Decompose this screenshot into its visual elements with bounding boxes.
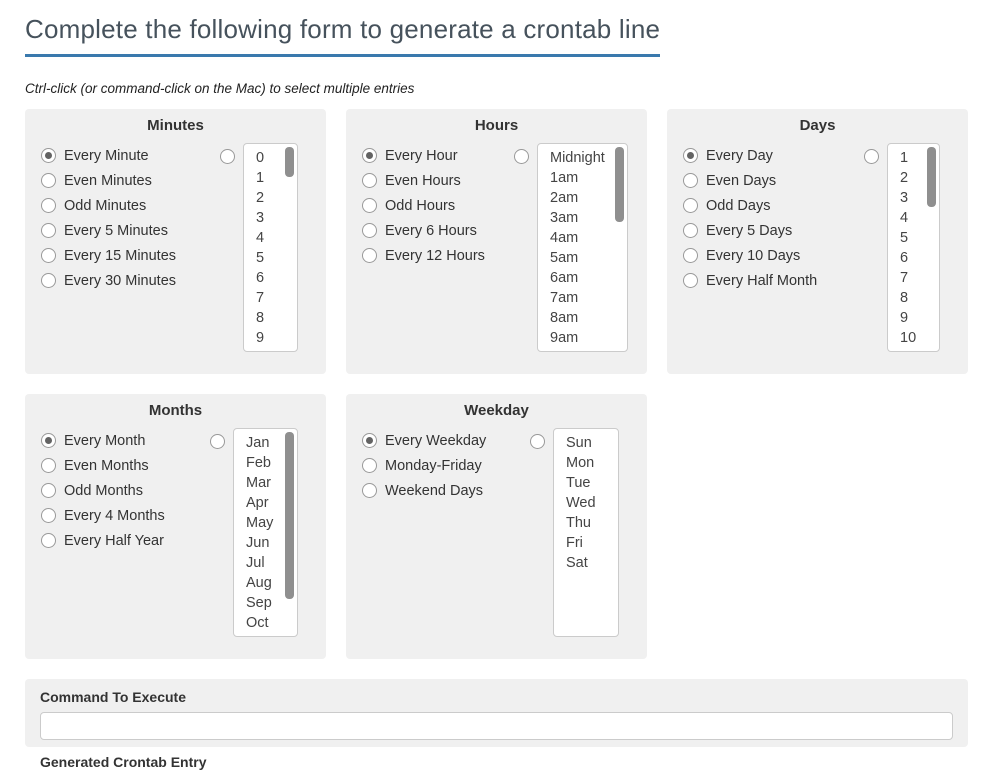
radio-option-label: Even Minutes: [64, 172, 152, 189]
list-option[interactable]: Jul: [246, 555, 265, 571]
list-option[interactable]: 0: [256, 150, 265, 166]
list-option[interactable]: 4am: [550, 230, 579, 246]
multi-select-listbox[interactable]: [887, 143, 940, 352]
radio-option-days[interactable]: [683, 218, 817, 243]
radio-selected-icon[interactable]: [362, 148, 377, 163]
command-panel: [25, 679, 968, 747]
custom-values-radio[interactable]: [530, 434, 545, 449]
radio-group: [683, 143, 817, 352]
list-option[interactable]: Mon: [566, 455, 595, 471]
radio-option-label: Even Months: [64, 457, 149, 474]
list-option[interactable]: 7: [256, 290, 265, 306]
radio-icon[interactable]: [41, 508, 56, 523]
list-option[interactable]: 2am: [550, 190, 579, 206]
list-option[interactable]: Sun: [566, 435, 592, 451]
list-option[interactable]: 9: [900, 310, 909, 326]
radio-option-months[interactable]: [41, 453, 165, 478]
radio-icon[interactable]: [41, 458, 56, 473]
list-option[interactable]: 8: [256, 310, 265, 326]
list-option[interactable]: 7am: [550, 290, 579, 306]
panel-months: [25, 394, 326, 659]
radio-selected-icon[interactable]: [683, 148, 698, 163]
radio-icon[interactable]: [683, 223, 698, 238]
radio-option-label: Every 4 Months: [64, 507, 165, 524]
list-option[interactable]: Jan: [246, 435, 270, 451]
radio-option-label: Every Hour: [385, 147, 458, 164]
radio-option-label: Odd Days: [706, 197, 771, 214]
radio-option-days[interactable]: [683, 268, 817, 293]
radio-icon[interactable]: [683, 248, 698, 263]
scrollbar-thumb[interactable]: [615, 147, 624, 222]
list-option[interactable]: 4: [900, 210, 909, 226]
panel-hours: [346, 109, 647, 374]
radio-group: [41, 428, 165, 637]
list-option[interactable]: 4: [256, 230, 265, 246]
custom-values-radio[interactable]: [864, 149, 879, 164]
radio-icon[interactable]: [362, 483, 377, 498]
list-option[interactable]: Mar: [246, 475, 271, 491]
multi-select-listbox[interactable]: [553, 428, 619, 637]
radio-option-label: Every Month: [64, 432, 146, 449]
radio-option-label: Weekend Days: [385, 482, 484, 499]
radio-icon[interactable]: [41, 533, 56, 548]
radio-option-label: Even Hours: [385, 172, 461, 189]
list-option[interactable]: Sat: [566, 555, 588, 571]
radio-option-months[interactable]: [41, 428, 165, 453]
list-option[interactable]: Feb: [246, 455, 271, 471]
radio-group: [41, 143, 176, 352]
radio-option-hours[interactable]: [362, 143, 485, 168]
list-option[interactable]: 6: [900, 250, 909, 266]
list-option[interactable]: 6am: [550, 270, 579, 286]
radio-group: [362, 428, 486, 637]
command-label: Command To Execute: [40, 689, 186, 705]
radio-icon[interactable]: [41, 173, 56, 188]
radio-option-label: Every 10 Days: [706, 247, 801, 264]
radio-option-label: Every Weekday: [385, 432, 487, 449]
list-option[interactable]: 9: [256, 330, 265, 346]
panel-title: Minutes: [147, 117, 204, 134]
custom-values-radio[interactable]: [210, 434, 225, 449]
list-option[interactable]: 10: [900, 330, 917, 346]
radio-icon[interactable]: [41, 198, 56, 213]
radio-option-label: Every Minute: [64, 147, 149, 164]
command-input[interactable]: [40, 712, 953, 740]
list-option[interactable]: 9am: [550, 330, 579, 346]
radio-icon[interactable]: [41, 248, 56, 263]
radio-option-label: Every 5 Days: [706, 222, 793, 239]
radio-icon[interactable]: [41, 483, 56, 498]
list-option[interactable]: 3: [900, 190, 909, 206]
radio-option-weekday[interactable]: [362, 478, 486, 503]
radio-icon[interactable]: [41, 273, 56, 288]
list-option[interactable]: Jun: [246, 535, 270, 551]
list-option[interactable]: May: [246, 515, 274, 531]
list-option[interactable]: 2: [256, 190, 265, 206]
radio-option-label: Odd Months: [64, 482, 143, 499]
list-option[interactable]: 1: [256, 170, 265, 186]
radio-option-minutes[interactable]: [41, 218, 176, 243]
radio-option-minutes[interactable]: [41, 243, 176, 268]
radio-option-label: Every 5 Minutes: [64, 222, 168, 239]
radio-option-hours[interactable]: [362, 218, 485, 243]
custom-values-radio[interactable]: [220, 149, 235, 164]
list-option[interactable]: Fri: [566, 535, 583, 551]
radio-option-hours[interactable]: [362, 243, 485, 268]
radio-selected-icon[interactable]: [41, 433, 56, 448]
radio-option-days[interactable]: [683, 143, 817, 168]
multi-select-hint: Ctrl-click (or command-click on the Mac) to select multiple entries: [25, 81, 415, 96]
radio-selected-icon[interactable]: [362, 433, 377, 448]
radio-icon[interactable]: [362, 248, 377, 263]
radio-icon[interactable]: [362, 458, 377, 473]
radio-option-minutes[interactable]: [41, 168, 176, 193]
list-option[interactable]: 3am: [550, 210, 579, 226]
list-option[interactable]: 8am: [550, 310, 579, 326]
list-option[interactable]: 5am: [550, 250, 579, 266]
radio-option-label: Every Day: [706, 147, 773, 164]
radio-option-days[interactable]: [683, 168, 817, 193]
panel-title: Days: [799, 117, 836, 134]
panel-title: Hours: [474, 117, 519, 134]
radio-option-months[interactable]: [41, 478, 165, 503]
radio-option-minutes[interactable]: [41, 268, 176, 293]
panel-weekday: [346, 394, 647, 659]
radio-option-weekday[interactable]: [362, 428, 486, 453]
panel-title: Months: [148, 402, 203, 419]
radio-option-label: Odd Hours: [385, 197, 456, 214]
list-option[interactable]: 6: [256, 270, 265, 286]
radio-option-label: Monday-Friday: [385, 457, 482, 474]
list-option[interactable]: Tue: [566, 475, 591, 491]
radio-option-label: Every Half Month: [706, 272, 818, 289]
panel-days: [667, 109, 968, 374]
radio-selected-icon[interactable]: [41, 148, 56, 163]
list-option[interactable]: 5: [900, 230, 909, 246]
radio-icon[interactable]: [362, 198, 377, 213]
list-option[interactable]: Midnight: [550, 150, 605, 166]
list-option[interactable]: Sep: [246, 595, 272, 611]
custom-values-radio[interactable]: [514, 149, 529, 164]
list-option[interactable]: 1: [900, 150, 909, 166]
list-option[interactable]: Aug: [246, 575, 272, 591]
radio-option-label: Every 6 Hours: [385, 222, 477, 239]
panel-title: Weekday: [464, 402, 529, 419]
radio-group: [362, 143, 485, 352]
list-option[interactable]: Wed: [566, 495, 596, 511]
time-unit-panels: [25, 109, 968, 659]
list-option[interactable]: 3: [256, 210, 265, 226]
radio-option-hours[interactable]: [362, 168, 485, 193]
radio-option-months[interactable]: [41, 503, 165, 528]
multi-select-listbox[interactable]: [233, 428, 298, 637]
list-option[interactable]: 1am: [550, 170, 579, 186]
radio-icon[interactable]: [362, 223, 377, 238]
radio-option-minutes[interactable]: [41, 193, 176, 218]
radio-option-days[interactable]: [683, 193, 817, 218]
radio-icon[interactable]: [362, 173, 377, 188]
radio-option-label: Odd Minutes: [64, 197, 147, 214]
list-option[interactable]: 8: [900, 290, 909, 306]
radio-option-label: Every 15 Minutes: [64, 247, 177, 264]
scrollbar-thumb[interactable]: [285, 147, 294, 177]
list-option[interactable]: 7: [900, 270, 909, 286]
multi-select-listbox[interactable]: [537, 143, 628, 352]
multi-select-listbox[interactable]: [243, 143, 298, 352]
radio-icon[interactable]: [41, 223, 56, 238]
radio-option-months[interactable]: [41, 528, 165, 553]
radio-icon[interactable]: [683, 173, 698, 188]
radio-option-minutes[interactable]: [41, 143, 176, 168]
radio-option-label: Every 30 Minutes: [64, 272, 177, 289]
radio-option-label: Every 12 Hours: [385, 247, 485, 264]
radio-icon[interactable]: [683, 273, 698, 288]
list-option[interactable]: Oct: [246, 615, 269, 631]
radio-icon[interactable]: [683, 198, 698, 213]
list-option[interactable]: Apr: [246, 495, 269, 511]
panel-minutes: [25, 109, 326, 374]
radio-option-weekday[interactable]: [362, 453, 486, 478]
radio-option-hours[interactable]: [362, 193, 485, 218]
radio-option-label: Even Days: [706, 172, 777, 189]
list-option[interactable]: Thu: [566, 515, 591, 531]
list-option[interactable]: 5: [256, 250, 265, 266]
generated-entry-heading: Generated Crontab Entry: [40, 754, 207, 770]
scrollbar-thumb[interactable]: [927, 147, 936, 207]
radio-option-label: Every Half Year: [64, 532, 164, 549]
scrollbar-thumb[interactable]: [285, 432, 294, 599]
radio-option-days[interactable]: [683, 243, 817, 268]
page-title: Complete the following form to generate a crontab line: [25, 14, 660, 57]
list-option[interactable]: 2: [900, 170, 909, 186]
